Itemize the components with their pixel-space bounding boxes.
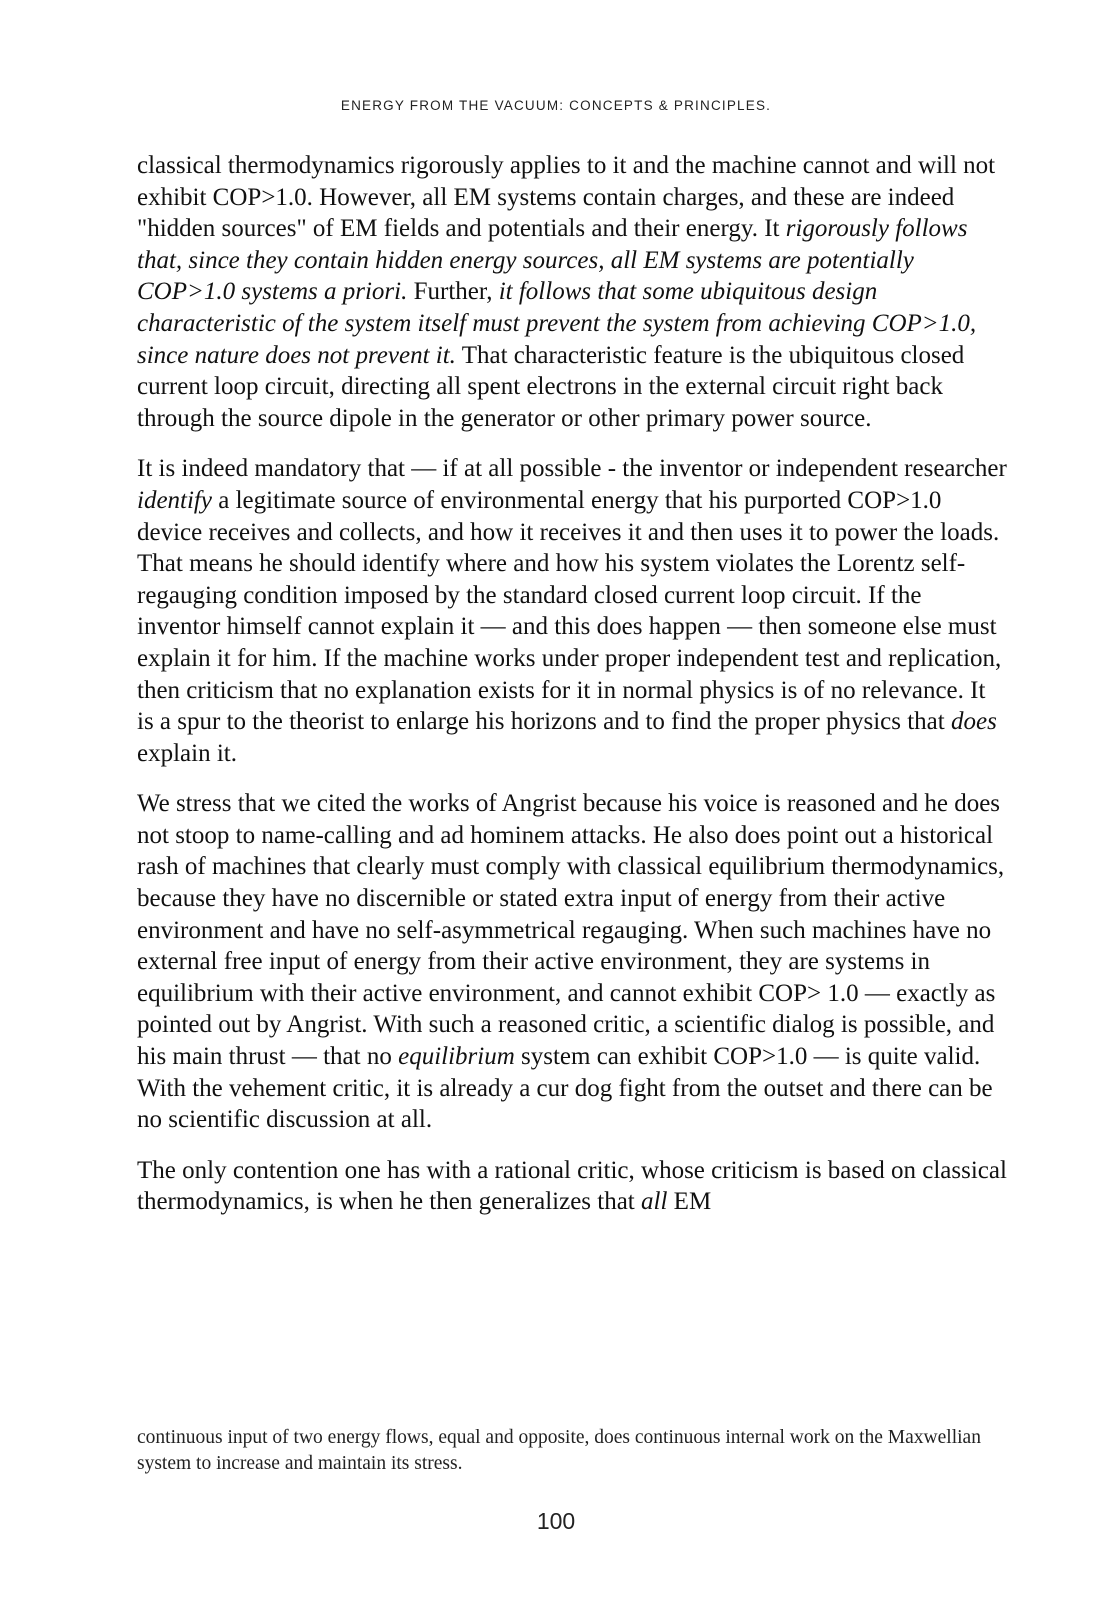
paragraph-1-italic-a: rigorously follows that, since they contain hidden energy sources, all EM systems are potentially COP>1.0 systems a priori. <box>137 215 968 306</box>
paragraph-2-text-a: It is indeed mandatory that — if at all possible - the inventor or independent researcher <box>137 455 1007 483</box>
page-number: 100 <box>536 1508 576 1534</box>
paragraph-1-text-a: classical thermodynamics rigorously applies to it and the machine cannot and will not exhibit COP>1.0. However, all EM systems contain charges, and these are indeed "hidden sources" of EM fields and potentials and their energy. It <box>137 152 996 243</box>
paragraph-4-italic-a: all <box>641 1188 668 1216</box>
paragraph-2 <box>137 453 1007 769</box>
paragraph-4 <box>137 1155 1007 1218</box>
paragraph-3-text-b: system can exhibit COP>1.0 — is quite valid. With the vehement critic, it is already a cur dog fight from the outset and there can be no scientific discussion at all. <box>137 1043 993 1134</box>
paragraph-3 <box>137 788 1007 1136</box>
paragraph-1-italic-b: it follows that some ubiquitous design characteristic of the system itself must prevent the system from achieving COP>1.0, since nature does not prevent it. <box>137 278 977 369</box>
paragraph-2-text-c: explain it. <box>137 739 237 767</box>
paragraph-1 <box>137 150 1007 434</box>
paragraph-4-text-b: EM <box>667 1188 712 1216</box>
paragraph-4-text-a: The only contention one has with a rational critic, whose criticism is based on classical thermodynamics, is when he then generalizes that <box>137 1156 1007 1216</box>
paragraph-3-italic-a: equilibrium <box>398 1043 515 1071</box>
paragraph-1-text-b: Further, <box>407 278 499 306</box>
paragraph-2-text-b: a legitimate source of environmental energy that his purported COP>1.0 device receives and collects, and how it receives it and then uses it to power the loads. That means he should identify where and how his system violates the Lorentz self-regauging condition imposed by the standard closed current loop circuit. If the inventor himself cannot explain it — and this does happen — then someone else must explain it for him. If the machine works under proper independent test and replication, then criticism that no explanation exists for it in normal physics is of no relevance. It is a spur to the theorist to enlarge his horizons and to find the proper physics that <box>137 486 1002 736</box>
main-text <box>137 150 1007 1237</box>
paragraph-1-text-c: That characteristic feature is the ubiquitous closed current loop circuit, directing all spent electrons in the external circuit right back through the source dipole in the generator or other primary power source. <box>137 341 965 432</box>
paragraph-3-text-a: We stress that we cited the works of Angrist because his voice is reasoned and he does not stoop to name-calling and ad hominem attacks. He also does point out a historical rash of machines that clearly must comply with classical equilibrium thermodynamics, because they have no discernible or stated extra input of energy from their active environment and have no self-asymmetrical regauging. When such machines have no external free input of energy from their active environment, they are systems in equilibrium with their active environment, and cannot exhibit COP> 1.0 — exactly as pointed out by Angrist. With such a reasoned critic, a scientific dialog is possible, and his main thrust — that no <box>137 790 1005 1071</box>
running-header: ENERGY FROM THE VACUUM: CONCEPTS & PRINCIPLES. <box>340 98 772 113</box>
paragraph-2-italic-b: does <box>950 708 997 736</box>
paragraph-2-italic-a: identify <box>137 486 212 514</box>
footnote: continuous input of two energy flows, equal and opposite, does continuous internal work on the Maxwellian system to increase and maintain its stress. <box>137 1427 981 1474</box>
